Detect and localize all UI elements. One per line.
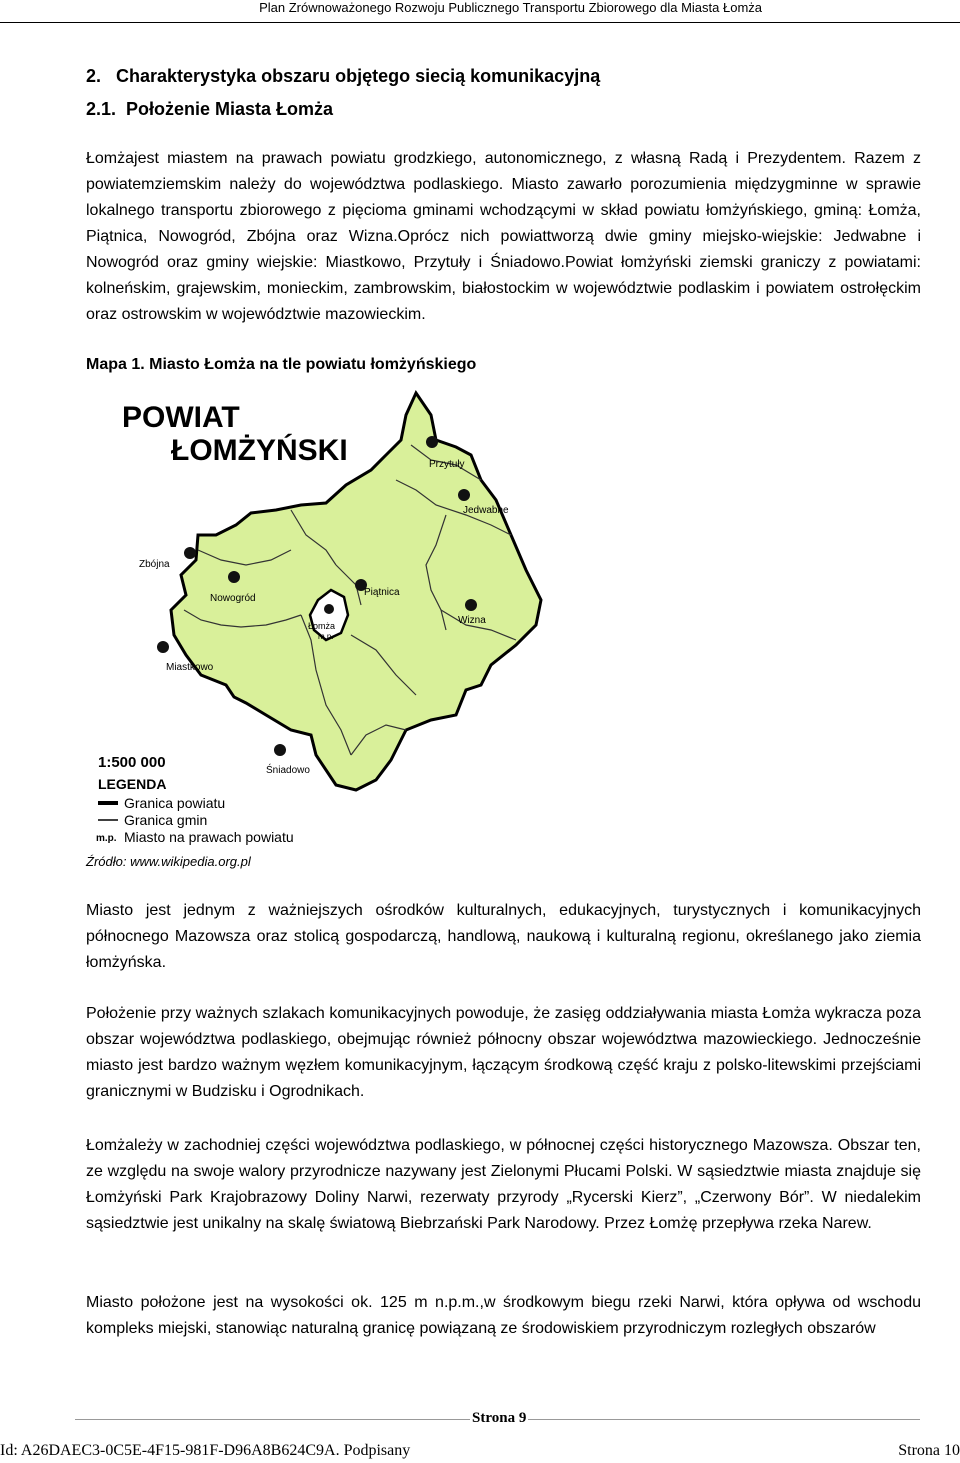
legend-item-city: Miasto na prawach powiatu bbox=[124, 829, 294, 845]
map-title-line2: ŁOMŻYŃSKI bbox=[171, 434, 348, 467]
paragraph-5: Miasto położone jest na wysokości ok. 125 m n.p.m.,w środkowym biegu rzeki Narwi, która opływa od wschodu kompleks miejski, stanowiąc naturalną granicę powiązaną ze środowiskiem przyrodniczym rozległych obszarów bbox=[86, 1294, 921, 1337]
label-zbojna: Zbójna bbox=[139, 559, 170, 570]
label-piatnica: Piątnica bbox=[364, 587, 400, 598]
label-jedwabne: Jedwabne bbox=[463, 505, 509, 516]
subsection-heading: 2.1. Położenie Miasta Łomża bbox=[86, 99, 334, 119]
map-source: Źródło: www.wikipedia.org.pl bbox=[86, 854, 251, 869]
legend-mp: m.p. bbox=[96, 833, 117, 844]
paragraph-4: Łomżależy w zachodniej części województwa podlaskiego, w północnej części historycznego Mazowsza. Obszar ten, ze względu na swoje walory przyrodnicze nazywany jest Zielonymi Płucami Polski. W sąsiedztwie miasta znajduje się Łomżyński Park Krajobrazowy Doliny Narwi, rezerwaty przyrody „Rycerski Kierz”, „Czerwony Bór”. W niedalekim sąsiedztwie jest unikalny na skalę światową Biebrzański Park Narodowy. Przez Łomżę przepływa rzeka Narew. bbox=[86, 1137, 921, 1232]
county-map bbox=[86, 385, 556, 850]
label-sniadowo: Śniadowo bbox=[266, 765, 310, 776]
label-nowogrod: Nowogród bbox=[210, 593, 256, 604]
map-scale: 1:500 000 bbox=[98, 754, 166, 771]
map-title-line1: POWIAT bbox=[122, 401, 240, 434]
legend-item-gmina: Granica gmin bbox=[124, 812, 208, 828]
label-miastkowo: Miastkowo bbox=[166, 662, 214, 673]
page-header bbox=[0, 0, 960, 23]
map-caption: Mapa 1. Miasto Łomża na tle powiatu łomżyńskiego bbox=[86, 356, 477, 373]
footer-strona: Strona 10 bbox=[898, 1442, 960, 1459]
label-lomza-mp: m.p. bbox=[318, 632, 334, 641]
label-lomza: Łomża bbox=[308, 621, 336, 631]
label-wizna: Wizna bbox=[458, 615, 486, 626]
paragraph-1: Łomżajest miastem na prawach powiatu grodzkiego, autonomicznego, z własną Radą i Prezydentem. Razem z powiatemziemskim należy do województwa podlaskiego. Miasto zawarło porozumienia międzygminne w sprawie lokalnego transportu zbiorowego z pięcioma gminami wchodzącymi w skład powiatu łomżyńskiego, gminą: Łomża, Piątnica, Nowogród, Zbójna oraz Wizna.Oprócz nich powiattworzą dwie gminy miejsko-wiejskie: Jedwabne i Nowogród oraz gminy wiejskie: Miastkowo, Przytuły i Śniadowo.Powiat łomżyński ziemski graniczy z powiatami: kolneńskim, grajewskim, monieckim, zambrowskim, białostockim w województwie podlaskim i powiatem ostrołęckim oraz ostrowskim w województwie mazowieckim. bbox=[86, 150, 921, 323]
header-title: Plan Zrównoważonego Rozwoju Publicznego Transportu Zbiorowego dla Miasta Łomża bbox=[259, 0, 762, 15]
section-heading: 2. Charakterystyka obszaru objętego siecią komunikacyjną bbox=[86, 66, 601, 86]
label-przytuly: Przytuły bbox=[429, 459, 465, 470]
paragraph-2: Miasto jest jednym z ważniejszych ośrodków kulturalnych, edukacyjnych, turystycznych i komunikacyjnych północnego Mazowsza oraz stolicą gospodarczą, handlową, naukową i kulturalną regionu, określanego jako ziemia łomżyńska. bbox=[86, 902, 921, 971]
legend-title: LEGENDA bbox=[98, 776, 167, 792]
footer-page-number: Strona 9 bbox=[472, 1410, 527, 1426]
footer-document-id: Id: A26DAEC3-0C5E-4F15-981F-D96A8B624C9A. Podpisany bbox=[0, 1442, 411, 1459]
legend-item-county: Granica powiatu bbox=[124, 795, 226, 811]
paragraph-3: Położenie przy ważnych szlakach komunikacyjnych powoduje, że zasięg oddziaływania miasta Łomża wykracza poza obszar województwa podlaskiego, obejmując również północny obszar województwa mazowieckiego. Jednocześnie miasto jest bardzo ważnym węzłem komunikacyjnym, łączącym środkową część kraju z polsko-litewskimi przejściami granicznymi w Budzisku i Ogrodnikach. bbox=[86, 1005, 921, 1100]
